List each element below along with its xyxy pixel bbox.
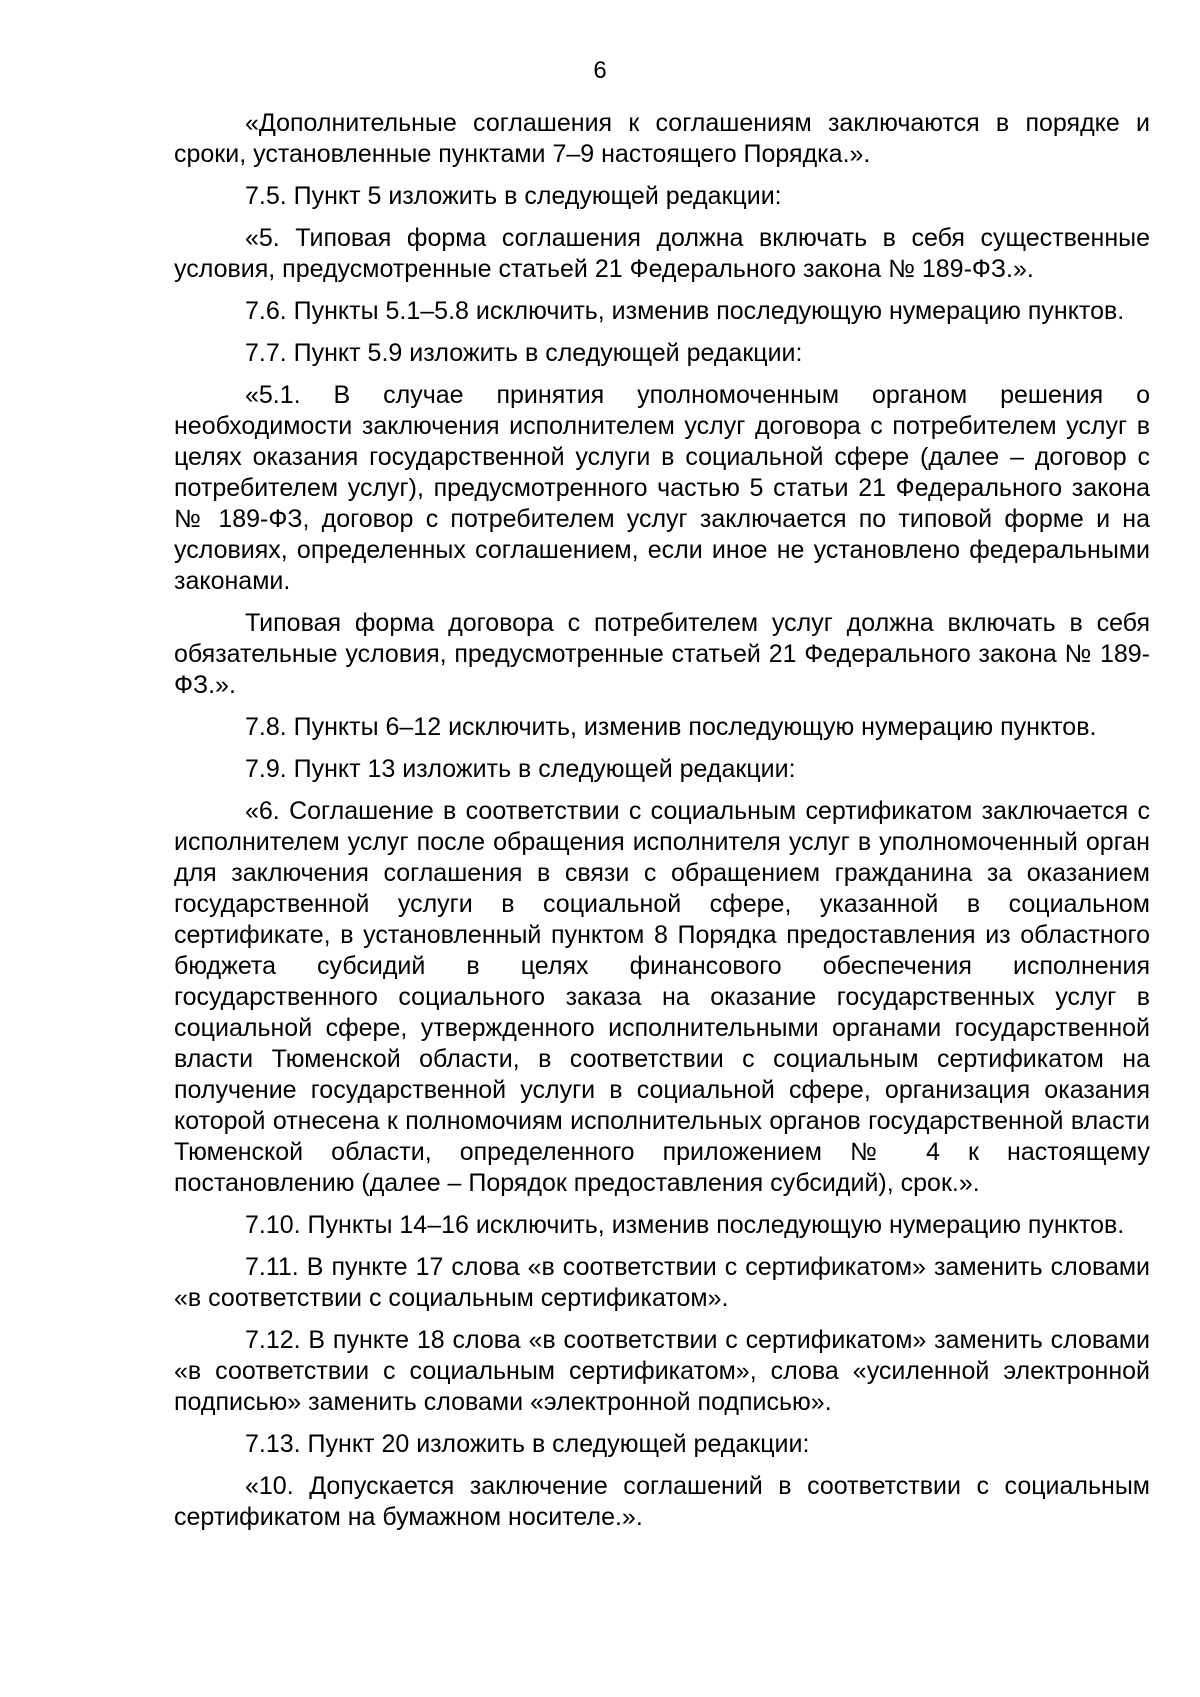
paragraph-quote-5-1: «5.1. В случае принятия уполномоченным органом решения о необходимости заключения исполнителем услуг договора с потребителем услуг в целях оказания государственной услуги в социальной сфере (далее – договор с потребителем услуг), предусмотренного частью 5 статьи 21 Федерального закона № 189-ФЗ, договор с потребителем услуг заключается по типовой форме и на условиях, определенных соглашением, если иное не установлено федеральными законами. bbox=[174, 381, 1150, 595]
paragraph-quote-5: «5. Типовая форма соглашения должна включать в себя существенные условия, предусмотренные статьей 21 Федерального закона № 189-ФЗ.». bbox=[174, 224, 1150, 283]
paragraph-7-11: 7.11. В пункте 17 слова «в соответствии с сертификатом» заменить словами «в соответствии с социальным сертификатом». bbox=[174, 1253, 1150, 1312]
paragraph-quote-6: «6. Соглашение в соответствии с социальным сертификатом заключается с исполнителем услуг после обращения исполнителя услуг в уполномоченный орган для заключения соглашения в связи с обращением гражданина за оказанием государственной услуги в социальной сфере, указанной в социальном сертификате, в установленный пунктом 8 Порядка предоставления из областного бюджета субсидий в целях финансового обеспечения исполнения государственного социального заказа на оказание государственных услуг в социальной сфере, утвержденного исполнительными органами государственной власти Тюменской области, в соответствии с социальным сертификатом на получение государственной услуги в социальной сфере, организация оказания которой отнесена к полномочиям исполнительных органов государственной власти Тюменской области, определенного приложением № 4 к настоящему постановлению (далее – Порядок предоставления субсидий), срок.». bbox=[174, 797, 1150, 1197]
paragraph-7-5: 7.5. Пункт 5 изложить в следующей редакции: bbox=[245, 182, 782, 210]
paragraph-7-10: 7.10. Пункты 14–16 исключить, изменив последующую нумерацию пунктов. bbox=[245, 1211, 1125, 1239]
paragraph-7-9: 7.9. Пункт 13 изложить в следующей редакции: bbox=[245, 755, 796, 783]
paragraph-quote-10: «10. Допускается заключение соглашений в соответствии с социальным сертификатом на бумажном носителе.». bbox=[174, 1472, 1150, 1531]
paragraph-typical-contract-form: Типовая форма договора с потребителем услуг должна включать в себя обязательные условия, предусмотренные статьей 21 Федерального закона № 189-ФЗ.». bbox=[174, 609, 1150, 699]
page-number: 6 bbox=[593, 57, 607, 84]
document-body bbox=[174, 108, 1150, 1544]
paragraph-7-6: 7.6. Пункты 5.1–5.8 исключить, изменив последующую нумерацию пунктов. bbox=[245, 297, 1125, 325]
paragraph-7-13: 7.13. Пункт 20 изложить в следующей редакции: bbox=[245, 1430, 810, 1458]
paragraph-7-7: 7.7. Пункт 5.9 изложить в следующей редакции: bbox=[245, 339, 803, 367]
paragraph-7-12: 7.12. В пункте 18 слова «в соответствии с сертификатом» заменить словами «в соответствии с социальным сертификатом», слова «усиленной электронной подписью» заменить словами «электронной подписью». bbox=[174, 1326, 1150, 1416]
paragraph-7-8: 7.8. Пункты 6–12 исключить, изменив последующую нумерацию пунктов. bbox=[245, 713, 1097, 741]
paragraph-additional-agreements: «Дополнительные соглашения к соглашениям заключаются в порядке и сроки, установленные пунктами 7–9 настоящего Порядка.». bbox=[174, 109, 1150, 168]
